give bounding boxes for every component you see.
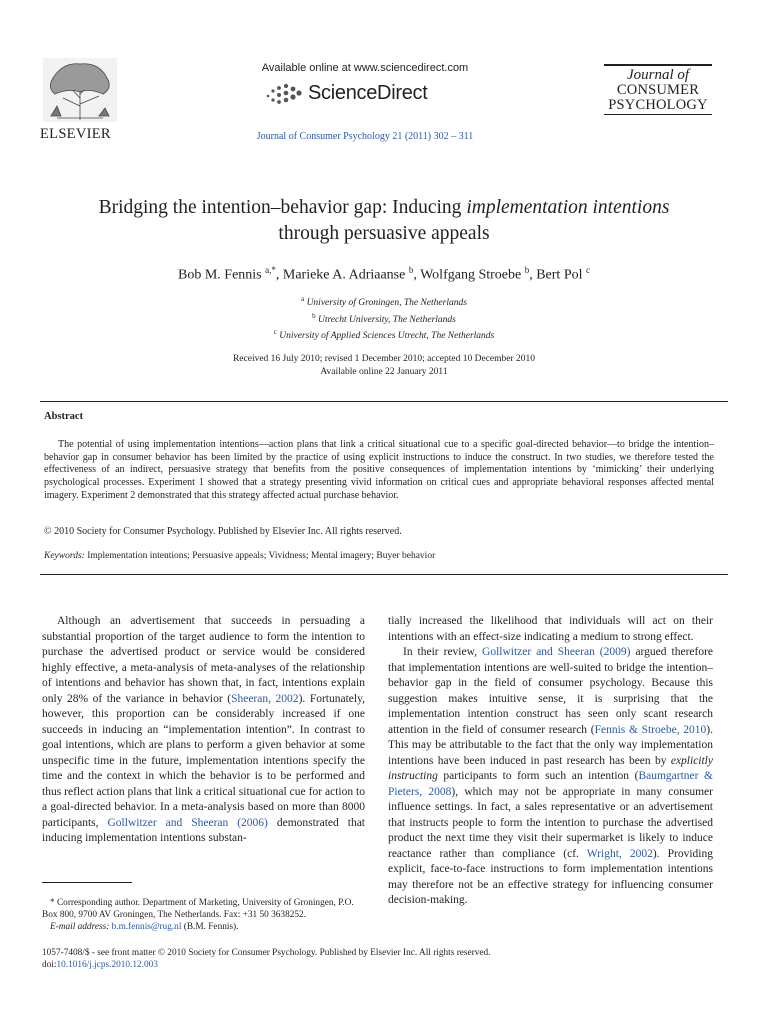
title-text: Bridging the intention–behavior gap: Inducing	[98, 197, 467, 218]
elsevier-logo	[40, 58, 120, 144]
body-column-right	[388, 614, 713, 909]
reference-link[interactable]: Sheeran, 2002	[231, 692, 299, 705]
sciencedirect-dots-icon	[264, 83, 304, 107]
body-paragraph: In their review, Gollwitzer and Sheeran (2009) argued therefore that implementation intentions are well-suited to bridge the intention–behavior gap in the field of consumer psychology. Because this suggestion makes intuitive sense, it is surprising that the implementation intention construct has seen only scant research attention in the field of consumer research (Fennis & Stroebe, 2010). This may be attributable to the fact that the only way implementation intentions have been induced in past research has been by explicitly instructing participants to form such an intention (Baumgartner & Pieters, 2008), which may not be appropriate in many consumer influence settings. In fact, a sales representative or an advertisement that instructs people to form the intention to purchase the advertised product the next time they visit their supermarket is likely to induce reactance rather than compliance (cf. Wright, 2002). Providing explicit, face-to-face instructions to form implementation intentions may therefore not be an effective strategy for influencing consumer decision-making.	[388, 646, 714, 906]
journal-logo-line: CONSUMER	[616, 82, 700, 98]
abstract-heading: Abstract	[44, 411, 84, 422]
journal-logo	[604, 64, 712, 115]
divider	[40, 574, 728, 575]
article-dates	[40, 353, 728, 378]
affiliation: $^c$ University of Applied Sciences Utrecht, The Netherlands	[273, 328, 495, 342]
keywords	[44, 551, 435, 561]
affiliation: $^b$ Utrecht University, The Netherlands	[312, 311, 456, 325]
reference-link[interactable]: Gollwitzer and Sheeran (2009)	[482, 646, 631, 658]
publisher-name: ELSEVIER	[40, 126, 111, 142]
email-link[interactable]: b.m.fennis@rug.nl	[111, 922, 182, 933]
article-title	[40, 195, 728, 247]
author-affiliation-mark: b	[408, 265, 414, 275]
abstract-text: The potential of using implementation intentions—action plans that link a critical situational cue to a specific goal-directed behavior—to bridge the intention–behavior gap in consumer behavior has been limited by the practice of using explicit instructions to induce the construct. In two studies, we therefore tested the effectiveness of an indirect, persuasive strategy that benefits from the positive consequences of implementation intentions by ‘mimicking’ their underlying psychological processes. Experiment 1 showed that a strategy presenting vivid information on critical cues and appropriate behavioral responses affected mental imagery. Experiment 2 demonstrated that this strategy affected actual purchase behavior.	[44, 439, 714, 501]
footnote: * Corresponding author. Department of Marketing, University of Groningen, P.O. Box 800, 9700 AV Groningen, The Netherlands. Fax: +31 50 3638252. E-mail address: b.m.fennis@rug.nl (B.M. Fennis).	[42, 898, 354, 933]
keywords-list: Implementation intentions; Persuasive appeals; Vividness; Mental imagery; Buyer behavior	[87, 551, 436, 561]
journal-logo-line: Journal of	[626, 67, 690, 83]
front-matter	[42, 947, 642, 971]
affiliation: $^a$ University of Groningen, The Netherlands	[301, 295, 467, 309]
doi-link[interactable]: 10.1016/j.jcps.2010.12.003	[56, 960, 158, 971]
issn-line: 1057-7408/$ - see front matter © 2010 Society for Consumer Psychology. Published by Elsevier Inc. All rights reserved.	[42, 948, 491, 958]
author-list: Bob M. Fennis $^{a,*}$, Marieke A. Adriaanse $^b$, Wolfgang Stroebe $^b$, Bert Pol $^c$	[178, 265, 590, 283]
reference-link[interactable]: Wright, 2002	[586, 847, 653, 860]
email-label: E-mail address:	[50, 922, 110, 933]
body-column-left	[42, 614, 365, 847]
received-dates: Received 16 July 2010; revised 1 December 2010; accepted 10 December 2010	[232, 354, 536, 364]
divider	[40, 401, 728, 402]
keywords-label: Keywords:	[44, 551, 85, 561]
author-name[interactable]: Bob M. Fennis	[178, 267, 262, 283]
author-affiliation-mark: a,*	[265, 265, 276, 275]
affiliations	[40, 293, 728, 343]
journal-logo-line: PSYCHOLOGY	[608, 96, 708, 113]
available-online-text: Available online at www.sciencedirect.com	[261, 62, 469, 74]
sciencedirect-logo	[264, 80, 464, 110]
reference-link[interactable]: Gollwitzer and Sheeran (2006)	[107, 816, 268, 829]
author-affiliation-mark: c	[586, 265, 590, 275]
title-text: through persuasive appeals	[278, 223, 490, 244]
online-date: Available online 22 January 2011	[320, 366, 448, 377]
footnote-text: Corresponding author. Department of Marketing, University of Groningen, P.O. Box 800, 9700 AV Groningen, The Netherlands. Fax: +31 50 3638252.	[42, 898, 354, 921]
sciencedirect-wordmark: ScienceDirect	[308, 82, 428, 104]
author-affiliation-mark: b	[524, 265, 530, 275]
journal-citation-link[interactable]: Journal of Consumer Psychology 21 (2011) 302 – 311	[256, 131, 474, 142]
reference-link[interactable]: Fennis & Stroebe, 2010	[594, 723, 707, 736]
elsevier-tree-icon	[43, 58, 117, 122]
abstract-body	[44, 439, 714, 503]
reference-link[interactable]: Baumgartner & Pieters, 2008	[388, 770, 713, 798]
body-paragraph: tially increased the likelihood that individuals will act on their intentions with an effect-size indicating a medium to strong effect.	[388, 615, 713, 643]
abstract-copyright: © 2010 Society for Consumer Psychology. Published by Elsevier Inc. All rights reserved.	[44, 526, 402, 537]
body-paragraph: Although an advertisement that succeeds in persuading a substantial proportion of the target audience to form the intention to purchase the advertised product or service would be considered highly effective, a meta-analysis of meta-analyses of the relationship of intentions and behavior has shown that, in fact, intentions explain only 28% of the variance in behavior (Sheeran, 2002). Fortunately, however, this proportion can be considerably increased if one succeeds in inducing an “implementation intention”. In contrast to goal intentions, which are plans to perform a given behavior at some unspecific time in the future, implementation intentions specify the time and the context in which the behavior is to be performed and thus reflect action plans that link a critical situational cue for action to a goal-directed behavior. In a meta-analysis based on more than 8000 participants, Gollwitzer and Sheeran (2006) demonstrated that inducing implementation intentions substan-	[42, 615, 365, 844]
doi-label: doi:	[42, 960, 57, 971]
footnote-rule	[42, 882, 132, 883]
title-italic-text: implementation intentions	[466, 197, 670, 218]
author-name[interactable]: Bert Pol	[536, 267, 583, 283]
author-name[interactable]: Marieke A. Adriaanse	[282, 267, 406, 283]
footnote-mark: *	[50, 898, 55, 908]
author-name[interactable]: Wolfgang Stroebe	[420, 267, 522, 283]
